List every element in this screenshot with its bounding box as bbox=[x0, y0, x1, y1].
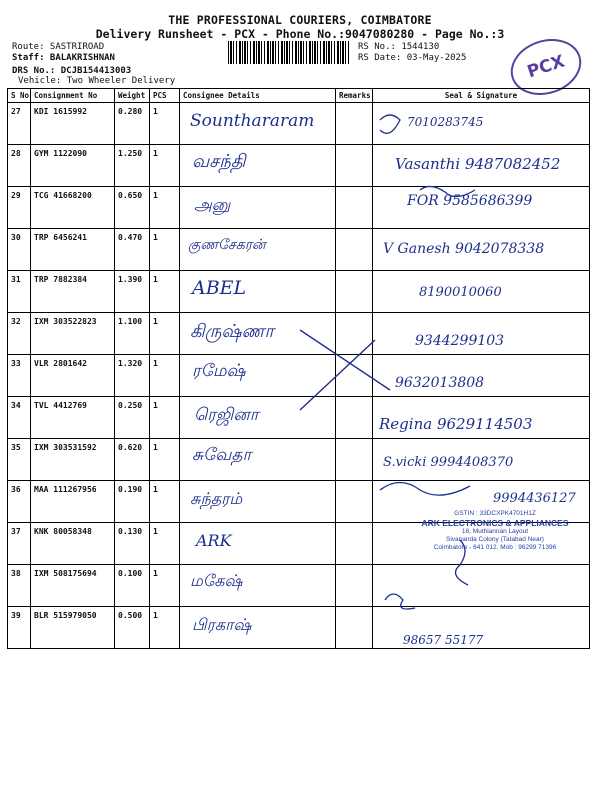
handwritten-signature: 8190010060 bbox=[419, 285, 502, 300]
table-row bbox=[8, 271, 590, 313]
cell-pcs: 1 bbox=[150, 271, 180, 313]
cell-remarks bbox=[336, 397, 373, 439]
cell-pcs: 1 bbox=[150, 187, 180, 229]
cell-pcs: 1 bbox=[150, 103, 180, 145]
cell-signature bbox=[373, 103, 590, 145]
cell-consignee bbox=[180, 607, 336, 649]
cell-sno: 32 bbox=[8, 313, 31, 355]
cell-weight: 1.320 bbox=[115, 355, 150, 397]
cell-remarks bbox=[336, 607, 373, 649]
cell-sno: 38 bbox=[8, 565, 31, 607]
cell-remarks bbox=[336, 313, 373, 355]
handwritten-consignee: Sounthararam bbox=[190, 111, 315, 131]
cell-weight: 0.250 bbox=[115, 397, 150, 439]
cell-signature bbox=[373, 187, 590, 229]
cell-sno: 33 bbox=[8, 355, 31, 397]
handwritten-consignee: சுவேதா bbox=[192, 445, 252, 465]
col-consignee: Consignee Details bbox=[180, 89, 336, 103]
cell-signature bbox=[373, 313, 590, 355]
handwritten-consignee: சுந்தரம் bbox=[190, 489, 243, 508]
cell-signature bbox=[373, 607, 590, 649]
cell-pcs: 1 bbox=[150, 439, 180, 481]
handwritten-signature: 9994436127 bbox=[493, 491, 576, 506]
cell-sno: 30 bbox=[8, 229, 31, 271]
handwritten-signature: 9344299103 bbox=[415, 333, 505, 349]
cell-remarks bbox=[336, 271, 373, 313]
cell-weight: 1.250 bbox=[115, 145, 150, 187]
handwritten-consignee: கிருஷ்ணா bbox=[190, 321, 274, 342]
cell-weight: 0.650 bbox=[115, 187, 150, 229]
cell-weight: 0.190 bbox=[115, 481, 150, 523]
cell-consignment-no: IXM 303522823 bbox=[31, 313, 115, 355]
cell-weight: 0.470 bbox=[115, 229, 150, 271]
cell-consignee bbox=[180, 187, 336, 229]
cell-pcs: 1 bbox=[150, 397, 180, 439]
ark-address-3: Coimbatore - 641 012. Mob : 96299 71396 bbox=[433, 544, 557, 551]
cell-consignee bbox=[180, 481, 336, 523]
handwritten-signature: 9632013808 bbox=[395, 375, 485, 391]
rs-date: RS Date: 03-May-2025 bbox=[358, 53, 467, 63]
runsheet-subtitle: Delivery Runsheet - PCX - Phone No.:9047080280 - Page No.:3 bbox=[95, 27, 505, 41]
cell-consignee bbox=[180, 439, 336, 481]
cell-signature bbox=[373, 271, 590, 313]
cell-remarks bbox=[336, 145, 373, 187]
cell-sno: 29 bbox=[8, 187, 31, 229]
cell-consignment-no: GYM 1122090 bbox=[31, 145, 115, 187]
cell-consignment-no: VLR 2801642 bbox=[31, 355, 115, 397]
table-row bbox=[8, 103, 590, 145]
col-remarks: Remarks bbox=[336, 89, 373, 103]
cell-weight: 1.390 bbox=[115, 271, 150, 313]
cell-signature bbox=[373, 229, 590, 271]
cell-consignment-no: IXM 508175694 bbox=[31, 565, 115, 607]
cell-remarks bbox=[336, 187, 373, 229]
handwritten-consignee: குணசேகரன் bbox=[188, 237, 266, 253]
handwritten-consignee: ARK bbox=[196, 531, 232, 550]
handwritten-signature: Vasanthi 9487082452 bbox=[395, 155, 561, 173]
cell-consignee bbox=[180, 523, 336, 565]
ark-name: ARK ELECTRONICS & APPLIANCES bbox=[421, 518, 569, 528]
cell-sno: 35 bbox=[8, 439, 31, 481]
cell-consignment-no: TRP 6456241 bbox=[31, 229, 115, 271]
handwritten-consignee: மகேஷ் bbox=[190, 571, 243, 590]
table-row bbox=[8, 145, 590, 187]
cell-pcs: 1 bbox=[150, 607, 180, 649]
cell-consignee bbox=[180, 229, 336, 271]
cell-weight: 0.100 bbox=[115, 565, 150, 607]
cell-consignee bbox=[180, 313, 336, 355]
barcode bbox=[228, 41, 350, 64]
cell-pcs: 1 bbox=[150, 565, 180, 607]
handwritten-consignee: ரமேஷ் bbox=[192, 361, 246, 381]
table-row bbox=[8, 355, 590, 397]
table-row bbox=[8, 229, 590, 271]
runsheet-table bbox=[7, 88, 590, 649]
cell-pcs: 1 bbox=[150, 313, 180, 355]
cell-consignee bbox=[180, 145, 336, 187]
cell-remarks bbox=[336, 565, 373, 607]
cell-signature bbox=[373, 565, 590, 607]
handwritten-signature: 98657 55177 bbox=[403, 633, 484, 647]
cell-sno: 27 bbox=[8, 103, 31, 145]
handwritten-signature: Regina 9629114503 bbox=[379, 415, 533, 433]
cell-weight: 0.130 bbox=[115, 523, 150, 565]
handwritten-consignee: ABEL bbox=[192, 277, 247, 299]
handwritten-signature: FOR 9585686399 bbox=[407, 193, 533, 209]
col-consignment: Consignment No bbox=[31, 89, 115, 103]
table-row bbox=[8, 607, 590, 649]
table-row bbox=[8, 565, 590, 607]
table-row bbox=[8, 439, 590, 481]
cell-remarks bbox=[336, 523, 373, 565]
cell-sno: 28 bbox=[8, 145, 31, 187]
ark-address-2: Sivananda Colony (Tatabad Near) bbox=[446, 536, 544, 543]
ark-gst: GSTIN : 33DCXPK4701H1Z bbox=[454, 510, 536, 517]
cell-consignment-no: TRP 7882384 bbox=[31, 271, 115, 313]
cell-consignee bbox=[180, 565, 336, 607]
cell-sno: 31 bbox=[8, 271, 31, 313]
cell-weight: 0.500 bbox=[115, 607, 150, 649]
cell-pcs: 1 bbox=[150, 481, 180, 523]
cell-sno: 37 bbox=[8, 523, 31, 565]
cell-pcs: 1 bbox=[150, 355, 180, 397]
cell-signature bbox=[373, 439, 590, 481]
ark-seal bbox=[395, 510, 595, 552]
cell-consignment-no: TCG 41668200 bbox=[31, 187, 115, 229]
table-header-row bbox=[8, 89, 590, 103]
handwritten-consignee: அனு bbox=[194, 195, 231, 214]
cell-remarks bbox=[336, 439, 373, 481]
cell-consignment-no: TVL 4412769 bbox=[31, 397, 115, 439]
cell-consignee bbox=[180, 355, 336, 397]
cell-remarks bbox=[336, 355, 373, 397]
cell-consignment-no: MAA 111267956 bbox=[31, 481, 115, 523]
col-pcs: PCS bbox=[150, 89, 180, 103]
table-row bbox=[8, 397, 590, 439]
company-title: THE PROFESSIONAL COURIERS, COIMBATORE bbox=[168, 13, 432, 27]
cell-consignment-no: KNK 80058348 bbox=[31, 523, 115, 565]
cell-consignment-no: KDI 1615992 bbox=[31, 103, 115, 145]
handwritten-signature: V Ganesh 9042078338 bbox=[383, 241, 545, 257]
rs-number: RS No.: 1544130 bbox=[358, 42, 440, 52]
drs-number: DRS No.: DCJB154413003 bbox=[12, 66, 132, 76]
cell-signature bbox=[373, 145, 590, 187]
cell-signature bbox=[373, 355, 590, 397]
cell-consignment-no: IXM 303531592 bbox=[31, 439, 115, 481]
cell-pcs: 1 bbox=[150, 145, 180, 187]
cell-pcs: 1 bbox=[150, 523, 180, 565]
col-signature: Seal & Signature bbox=[373, 89, 590, 103]
ark-address-1: 18, Muthiannan Layout bbox=[461, 528, 529, 535]
table-row bbox=[8, 313, 590, 355]
cell-sno: 39 bbox=[8, 607, 31, 649]
cell-consignee bbox=[180, 397, 336, 439]
col-weight: Weight bbox=[115, 89, 150, 103]
vehicle-label: Vehicle: Two Wheeler Delivery bbox=[18, 76, 176, 86]
handwritten-consignee: வசந்தி bbox=[192, 151, 246, 172]
cell-consignee bbox=[180, 103, 336, 145]
cell-consignment-no: BLR 515979050 bbox=[31, 607, 115, 649]
table-row bbox=[8, 187, 590, 229]
cell-remarks bbox=[336, 103, 373, 145]
cell-sno: 36 bbox=[8, 481, 31, 523]
cell-weight: 1.100 bbox=[115, 313, 150, 355]
cell-sno: 34 bbox=[8, 397, 31, 439]
staff-label: Staff: BALAKRISHNAN bbox=[12, 53, 115, 63]
handwritten-consignee: ரெஜினா bbox=[194, 405, 259, 425]
cell-weight: 0.620 bbox=[115, 439, 150, 481]
stamp-text: PCX bbox=[524, 51, 568, 83]
route-label: Route: SASTRIROAD bbox=[12, 42, 105, 52]
handwritten-signature: S.vicki 9994408370 bbox=[383, 455, 514, 470]
handwritten-signature: 7010283745 bbox=[407, 115, 484, 129]
cell-pcs: 1 bbox=[150, 229, 180, 271]
cell-weight: 0.280 bbox=[115, 103, 150, 145]
cell-remarks bbox=[336, 481, 373, 523]
cell-signature bbox=[373, 397, 590, 439]
cell-consignee bbox=[180, 271, 336, 313]
cell-remarks bbox=[336, 229, 373, 271]
col-sno: S No bbox=[8, 89, 31, 103]
handwritten-consignee: பிரகாஷ் bbox=[192, 615, 252, 634]
